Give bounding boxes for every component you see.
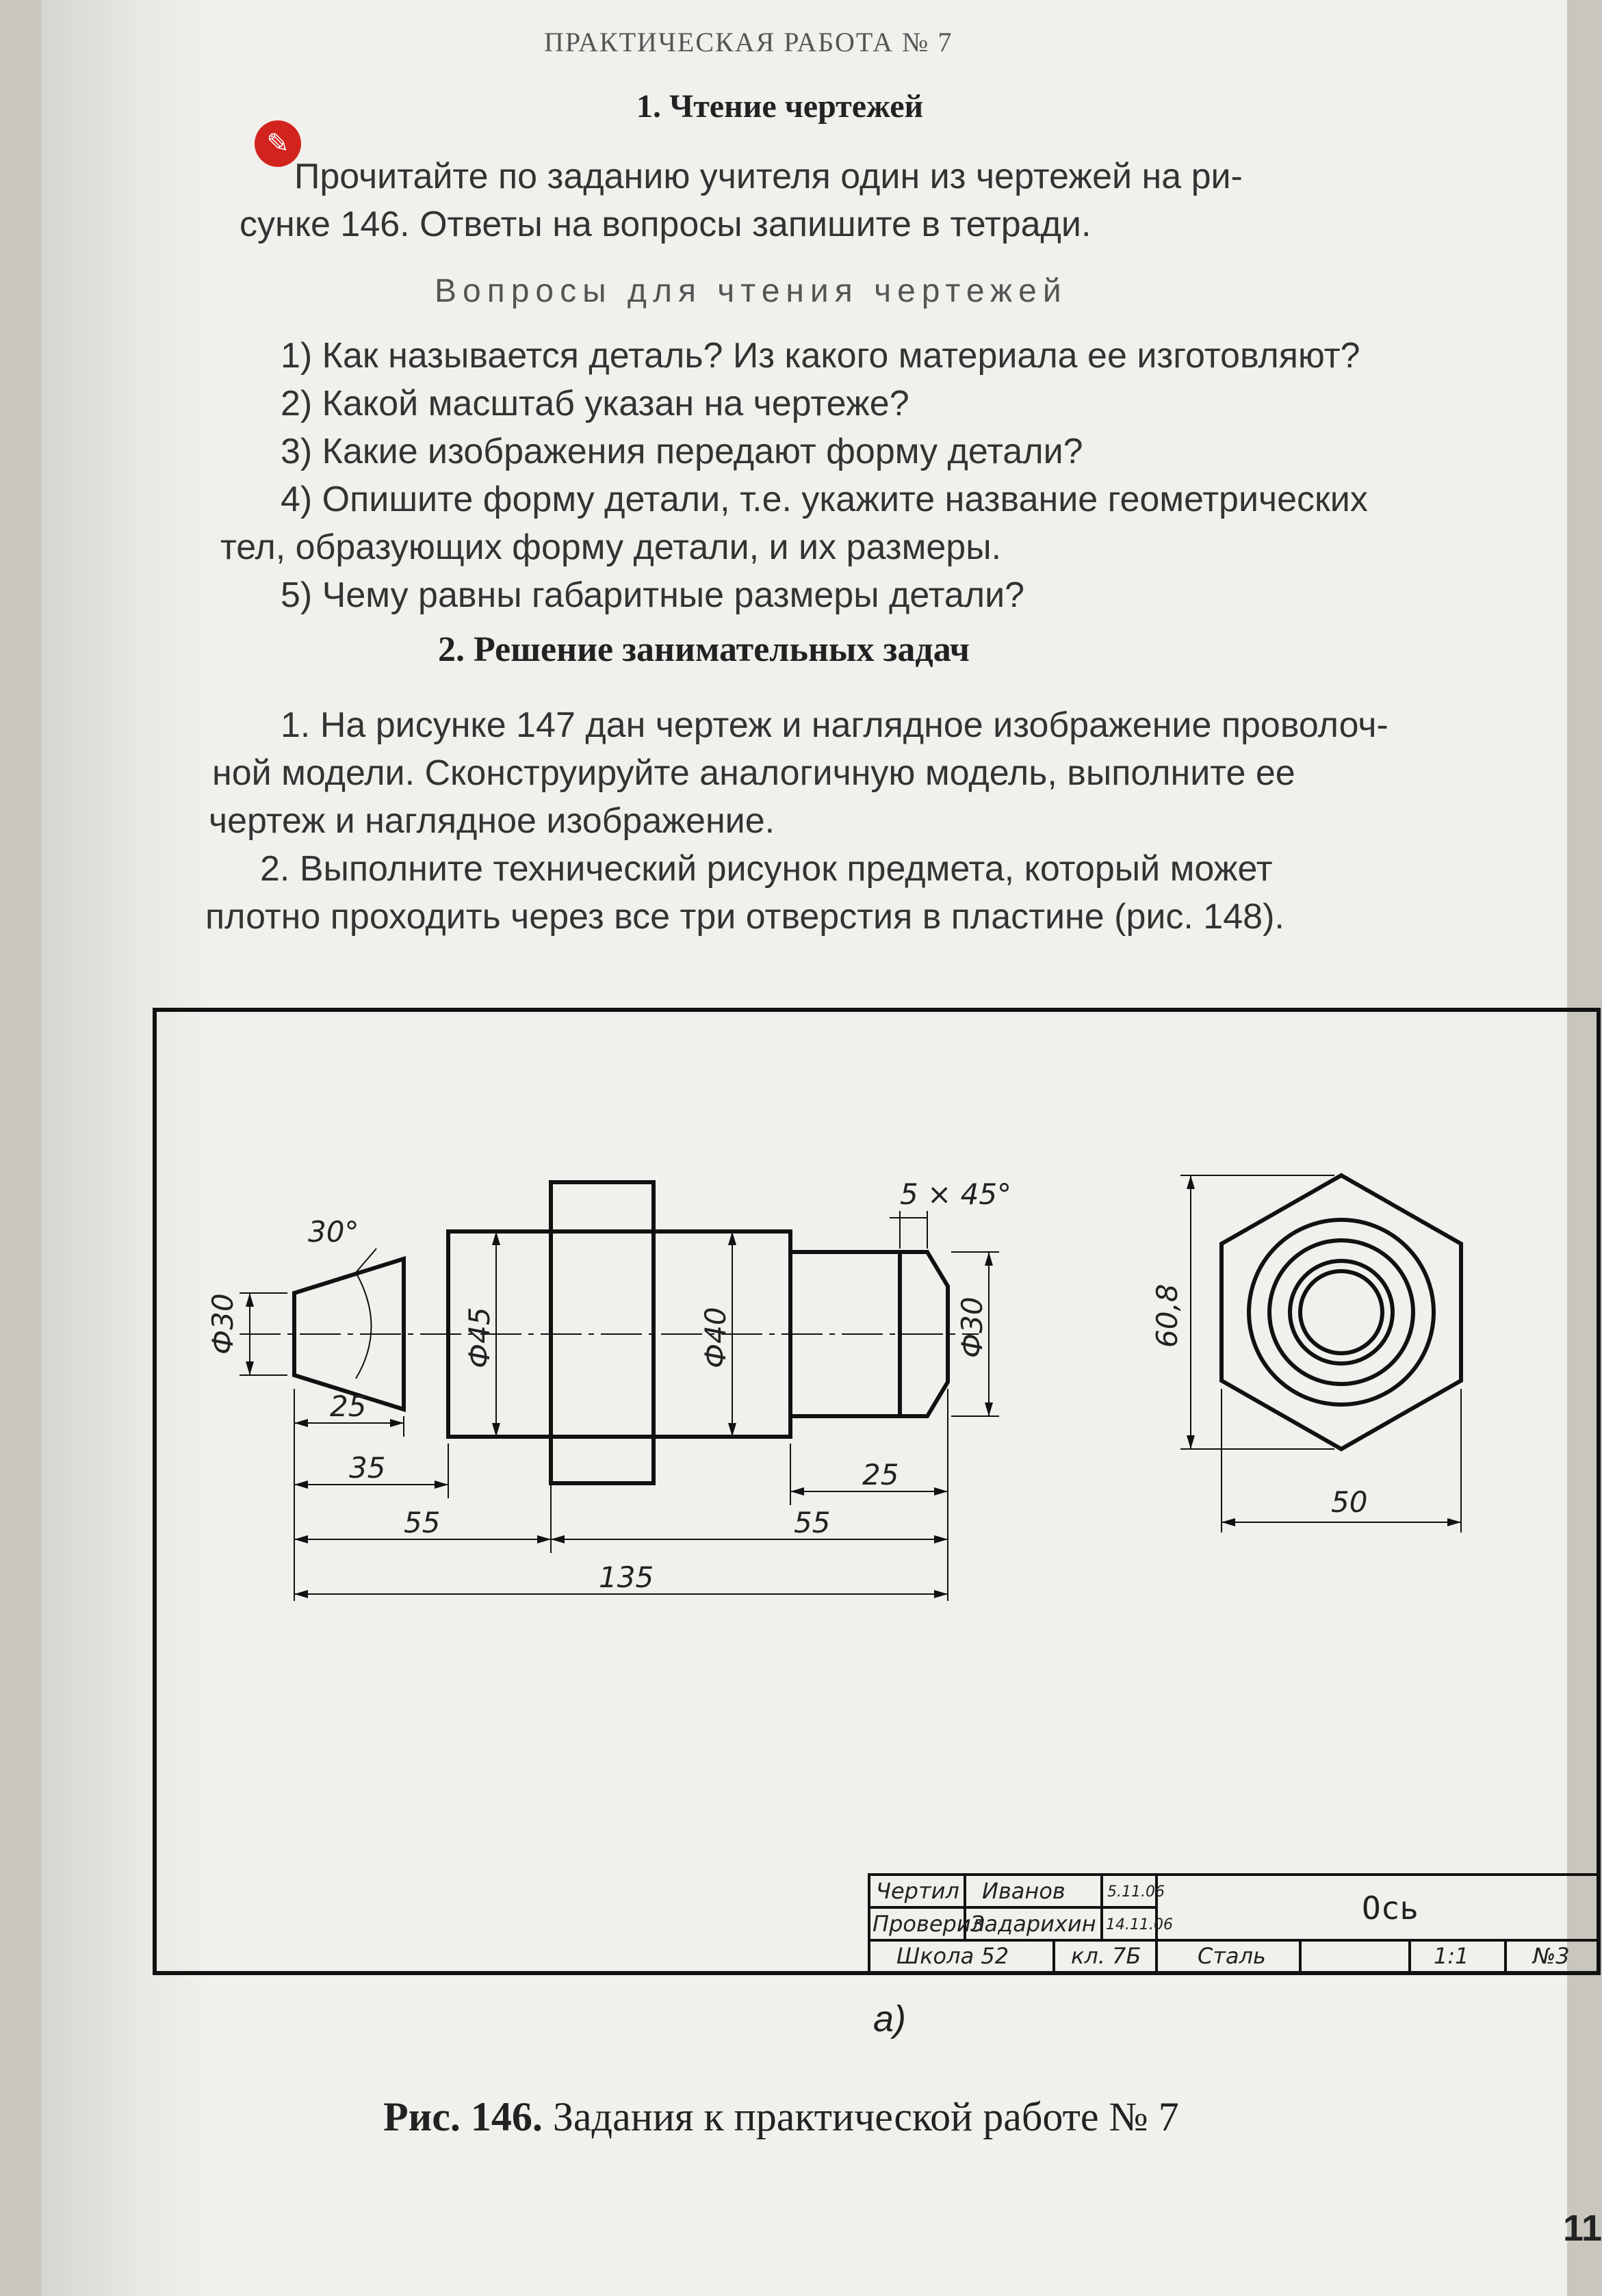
caption-number: Рис. 146. — [383, 2094, 543, 2139]
tb-material: Сталь — [1198, 1943, 1266, 1969]
tb-school: Школа 52 — [896, 1943, 1009, 1969]
figure-sublabel: а) — [873, 1998, 907, 2039]
tb-checked-label: Проверил — [873, 1911, 985, 1937]
dia-40-label: Ф40 — [699, 1307, 732, 1368]
tb-drew-date: 5.11.06 — [1107, 1883, 1165, 1901]
question-2: 2) Какой масштаб указан на чертеже? — [281, 384, 909, 423]
tb-drew-name: Иванов — [982, 1878, 1065, 1904]
dim-55-left: 55 — [404, 1506, 441, 1539]
task-1-line-2: ной модели. Сконструируйте аналогичную модель, выполните ее — [212, 753, 1295, 793]
question-5: 5) Чему равны габаритные размеры детали? — [281, 575, 1025, 615]
dim-25-left: 25 — [330, 1390, 367, 1423]
angle-label: 30° — [308, 1215, 359, 1249]
figure-caption — [383, 2093, 1179, 2141]
tb-number: №3 — [1533, 1943, 1570, 1969]
dim-25-right: 25 — [862, 1458, 899, 1491]
question-4-line-1: 4) Опишите форму детали, т.е. укажите название геометрических — [281, 480, 1368, 519]
dia-right-label: Ф30 — [955, 1296, 989, 1358]
running-title: ПРАКТИЧЕСКАЯ РАБОТА № 7 — [544, 27, 953, 57]
dia-45-label: Ф45 — [463, 1307, 496, 1368]
tb-checked-name: Задарихин — [970, 1911, 1096, 1937]
dim-55-right: 55 — [794, 1506, 831, 1539]
task-2-line-1: 2. Выполните технический рисунок предмета, который может — [260, 849, 1273, 889]
task-2-line-2: плотно проходить через все три отверстия в пластине (рис. 148). — [205, 897, 1284, 937]
question-4-line-2: тел, образующих форму детали, и их размеры. — [220, 527, 1002, 567]
dim-35: 35 — [349, 1451, 386, 1485]
dia-left-label: Ф30 — [206, 1293, 240, 1355]
tb-checked-date: 14.11.06 — [1106, 1916, 1173, 1933]
chamfer-label: 5 × 45° — [900, 1177, 1012, 1211]
dim-50: 50 — [1331, 1485, 1368, 1519]
tb-drew-label: Чертил — [876, 1878, 959, 1904]
task-1-line-1: 1. На рисунке 147 дан чертеж и наглядное изображение проволоч- — [281, 705, 1388, 745]
intro-line-1: Прочитайте по заданию учителя один из чертежей на ри- — [294, 157, 1243, 196]
tb-scale: 1:1 — [1434, 1943, 1469, 1969]
shaft-side-view — [1180, 1175, 1461, 1532]
book-page — [41, 0, 1602, 2296]
dim-135: 135 — [599, 1561, 654, 1594]
question-3: 3) Какие изображения передают форму детали? — [281, 432, 1083, 471]
shaft-front-view — [294, 1182, 948, 1483]
caption-text: Задания к практической работе № 7 — [552, 2094, 1179, 2139]
questions-title: Вопросы для чтения чертежей — [435, 273, 1068, 309]
practical-work-icon: ✎ — [255, 120, 301, 167]
intro-line-2: сунке 146. Ответы на вопросы запишите в тетради. — [240, 205, 1091, 244]
tb-part-name: Ось — [1362, 1890, 1419, 1927]
dim-60-8: 60,8 — [1150, 1283, 1184, 1348]
page-number: 11 — [1563, 2208, 1602, 2249]
task-1-line-3: чертеж и наглядное изображение. — [209, 801, 775, 841]
section-1-title: 1. Чтение чертежей — [636, 88, 924, 125]
section-2-title: 2. Решение занимательных задач — [438, 630, 970, 669]
tb-class: кл. 7Б — [1071, 1943, 1141, 1969]
technical-drawing — [151, 1006, 1601, 1977]
question-1: 1) Как называется деталь? Из какого материала ее изготовляют? — [281, 336, 1360, 376]
